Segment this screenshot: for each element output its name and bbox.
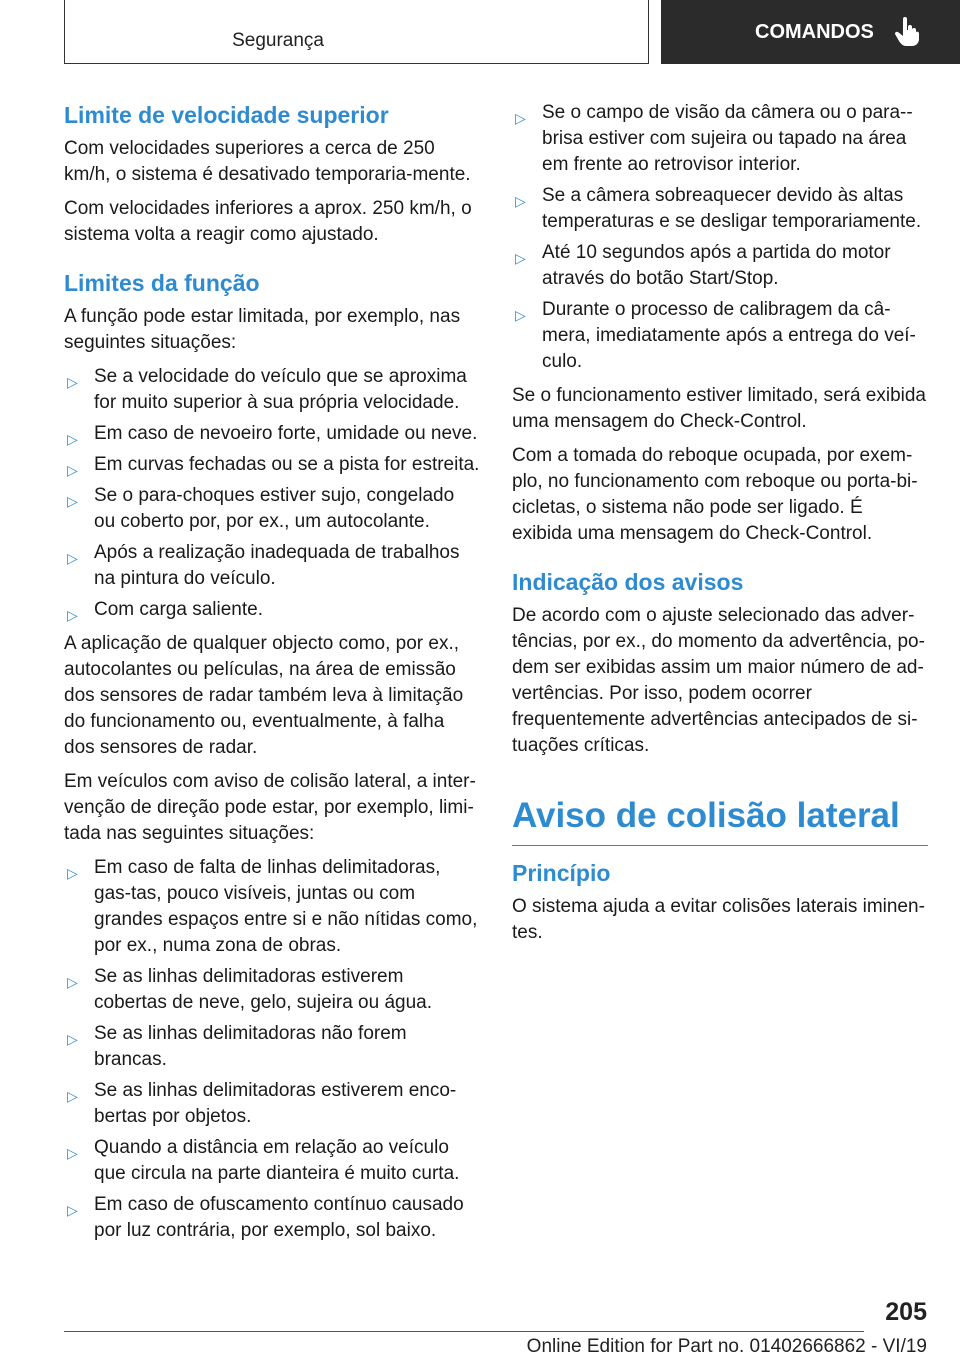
list-item: ▷ Com carga saliente. <box>64 597 480 623</box>
pointing-hand-icon <box>894 17 920 47</box>
list-item: ▷ Após a realização inadequada de trabalhos na pintura do veículo. <box>67 542 460 589</box>
footer-edition: Online Edition for Part no. 01402666862 - VI/19 <box>526 1336 927 1357</box>
triangle-bullet-icon: ▷ <box>67 865 78 881</box>
bullet-list <box>512 100 928 375</box>
list-item: ▷ Em caso de ofuscamento contínuo causado por luz contrária, por exemplo, sol baixo. <box>67 1194 464 1241</box>
heading-side-collision-warning: Aviso de colisão lateral <box>512 795 928 846</box>
triangle-bullet-icon: ▷ <box>67 1202 78 1218</box>
triangle-bullet-icon: ▷ <box>67 374 78 390</box>
page-number: 205 <box>885 1298 927 1326</box>
triangle-bullet-icon: ▷ <box>515 250 526 266</box>
list-item: ▷ Se o campo de visão da câmera ou o para-‐brisa estiver com sujeira ou tapado na área em frente ao retrovisor interior. <box>515 102 913 175</box>
list-item: ▷ Se as linhas delimitadoras não forem brancas. <box>67 1023 407 1070</box>
triangle-bullet-icon: ▷ <box>67 1031 78 1047</box>
paragraph: Com velocidades inferiores a aprox. 250 km/h, o sistema volta a reagir como ajustado. <box>64 198 472 245</box>
list-item: ▷ Em curvas fechadas ou se a pista for estreita. <box>64 452 480 478</box>
triangle-bullet-icon: ▷ <box>67 974 78 990</box>
triangle-bullet-icon: ▷ <box>515 110 526 126</box>
triangle-bullet-icon: ▷ <box>515 307 526 323</box>
triangle-bullet-icon: ▷ <box>67 493 78 509</box>
paragraph: Se o funcionamento estiver limitado, será exibida uma mensagem do Check-Control. <box>512 385 927 432</box>
list-item: ▷ Em caso de nevoeiro forte, umidade ou neve. <box>64 421 480 447</box>
left-column <box>64 100 480 1252</box>
paragraph: Em veículos com aviso de colisão lateral, a inter‐venção de direção pode estar, por exemplo, limi‐tada nas seguintes situações: <box>64 771 476 844</box>
triangle-bullet-icon: ▷ <box>67 1088 78 1104</box>
list-item: ▷ Durante o processo de calibragem da câ‐mera, imediatamente após a entrega do veí‐culo. <box>515 299 916 372</box>
heading-warning-display: Indicação dos avisos <box>512 569 744 595</box>
list-item: ▷ Se a câmera sobreaquecer devido às altas temperaturas e se desligar temporariamente. <box>515 185 922 232</box>
footer-divider <box>64 1331 864 1332</box>
triangle-bullet-icon: ▷ <box>67 431 78 447</box>
triangle-bullet-icon: ▷ <box>67 1145 78 1161</box>
list-item: ▷ Se as linhas delimitadoras estiverem cobertas de neve, gelo, sujeira ou água. <box>67 966 433 1013</box>
list-item: ▷ Se a velocidade do veículo que se aproxima for muito superior à sua própria velocidade. <box>67 366 467 413</box>
list-item: ▷ Em caso de falta de linhas delimitadoras, gas‐tas, pouco visíveis, juntas ou com grandes espaços entre si e não nítidas como, por ex., numa zona de obras. <box>67 857 478 956</box>
header-chapter-title: COMANDOS <box>755 20 874 43</box>
triangle-bullet-icon: ▷ <box>515 193 526 209</box>
heading-principle: Princípio <box>512 860 611 886</box>
list-item: ▷ Quando a distância em relação ao veículo que circula na parte dianteira é muito curta. <box>67 1137 460 1184</box>
header-box <box>64 0 649 64</box>
paragraph: A função pode estar limitada, por exemplo, nas seguintes situações: <box>64 306 461 353</box>
paragraph: O sistema ajuda a evitar colisões laterais iminen‐tes. <box>512 896 925 943</box>
triangle-bullet-icon: ▷ <box>67 550 78 566</box>
right-column <box>512 100 928 954</box>
list-item: ▷ Até 10 segundos após a partida do motor através do botão Start/Stop. <box>515 242 891 289</box>
list-item: ▷ Se o para-choques estiver sujo, congelado ou coberto por, por ex., um autocolante. <box>67 485 455 532</box>
paragraph: Com velocidades superiores a cerca de 250 km/h, o sistema é desativado temporaria‐mente. <box>64 138 471 185</box>
triangle-bullet-icon: ▷ <box>67 607 78 623</box>
triangle-bullet-icon: ▷ <box>67 462 78 478</box>
paragraph: Com a tomada do reboque ocupada, por exem‐plo, no funcionamento com reboque ou porta-bi‐cicletas, o sistema não pode ser ligado. É exibida uma mensagem do Check-Control. <box>512 445 918 544</box>
paragraph: A aplicação de qualquer objecto como, por ex., autocolantes ou películas, na área de emissão dos sensores de radar também leva à limitação do funcionamento ou, eventualmente, à falha dos sensores de radar. <box>64 633 464 758</box>
paragraph: De acordo com o ajuste selecionado das adver‐tências, por ex., do momento da advertência, po‐dem ser exibidas assim um maior número de ad‐vertências. Por isso, podem ocorrer frequentemente advertências antecipados de si‐tuações críticas. <box>512 605 925 756</box>
header-section-title: Segurança <box>232 30 324 51</box>
heading-function-limits: Limites da função <box>64 270 260 296</box>
bullet-list <box>64 364 480 623</box>
bullet-list <box>64 855 480 1244</box>
heading-speed-limit: Limite de velocidade superior <box>64 102 389 128</box>
list-item: ▷ Se as linhas delimitadoras estiverem enco‐bertas por objetos. <box>67 1080 457 1127</box>
header-chapter-tab <box>661 0 960 64</box>
